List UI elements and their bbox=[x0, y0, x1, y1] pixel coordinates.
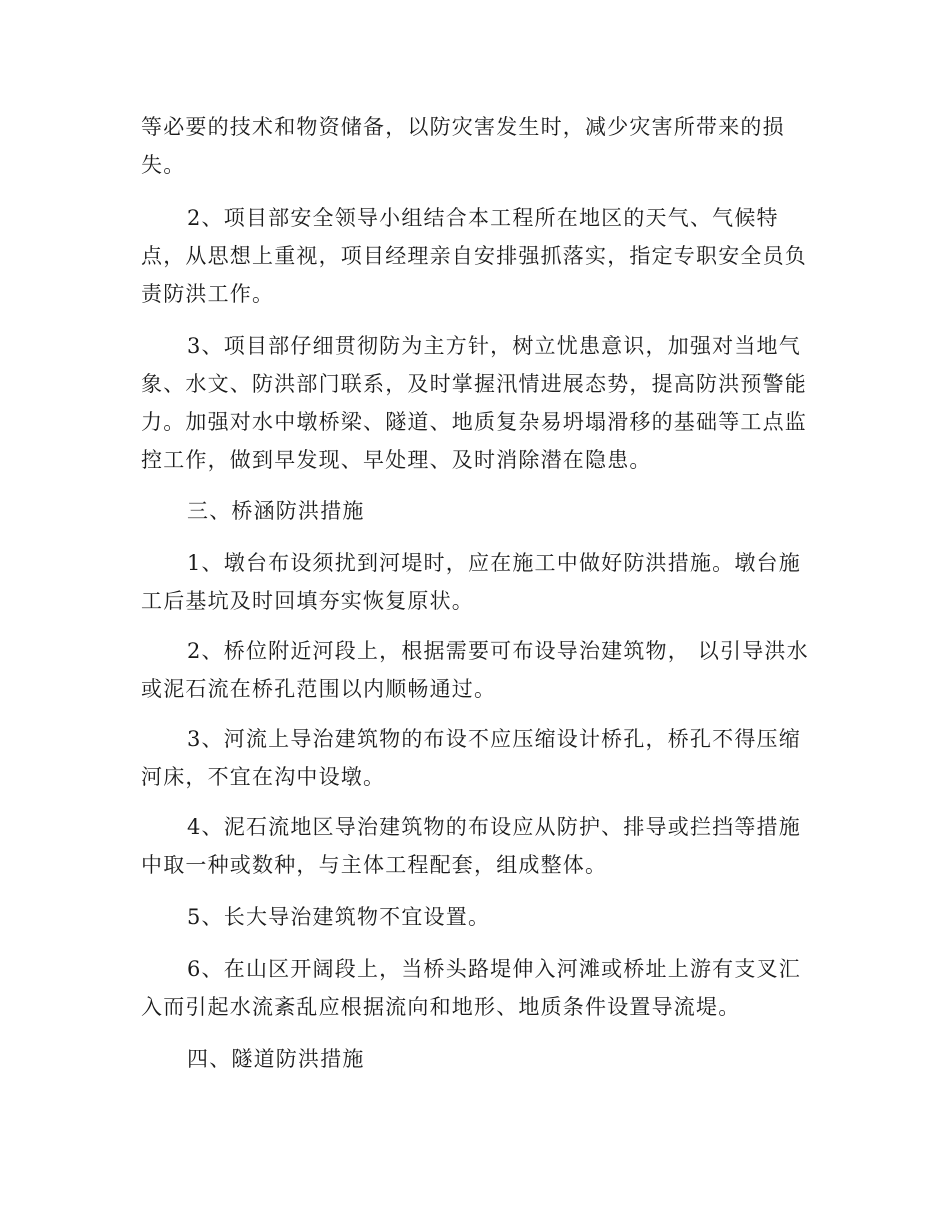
paragraph-item-2: 2、项目部安全领导小组结合本工程所在地区的天气、气候特点，从思想上重视，项目经理亲自安排强抓落实，指定专职安全员负责防洪工作。 bbox=[141, 206, 807, 306]
paragraph-bridge-2: 2、桥位附近河段上，根据需要可布设导治建筑物， 以引导洪水或泥石流在桥孔范围以内顺畅通过。 bbox=[141, 639, 809, 701]
paragraph-item-3: 3、项目部仔细贯彻防为主方针，树立忧患意识，加强对当地气象、水文、防洪部门联系，及时掌握汛情进展态势，提高防洪预警能力。加强对水中墩桥梁、隧道、地质复杂易坍塌滑移的基础等工点监控工作，做到早发现、早处理、及时消除潜在隐患。 bbox=[141, 334, 807, 472]
paragraph-bridge-6: 6、在山区开阔段上，当桥头路堤伸入河滩或桥址上游有支叉汇入而引起水流紊乱应根据流向和地形、地质条件设置导流堤。 bbox=[141, 957, 801, 1019]
paragraph-bridge-1: 1、墩台布设须扰到河堤时，应在施工中做好防洪措施。墩台施工后基坑及时回填夯实恢复原状。 bbox=[141, 551, 801, 613]
section-heading-bridge: 三、桥涵防洪措施 bbox=[187, 499, 365, 523]
paragraph-bridge-4: 4、泥石流地区导治建筑物的布设应从防护、排导或拦挡等措施中取一种或数种，与主体工程配套，组成整体。 bbox=[141, 815, 801, 877]
paragraph-bridge-3: 3、河流上导治建筑物的布设不应压缩设计桥孔，桥孔不得压缩河床，不宜在沟中设墩。 bbox=[141, 727, 801, 789]
section-heading-tunnel: 四、隧道防洪措施 bbox=[187, 1047, 365, 1071]
paragraph-continuation: 等必要的技术和物资储备，以防灾害发生时，减少灾害所带来的损失。 bbox=[141, 115, 785, 177]
paragraph-bridge-5: 5、长大导治建筑物不宜设置。 bbox=[187, 905, 491, 929]
